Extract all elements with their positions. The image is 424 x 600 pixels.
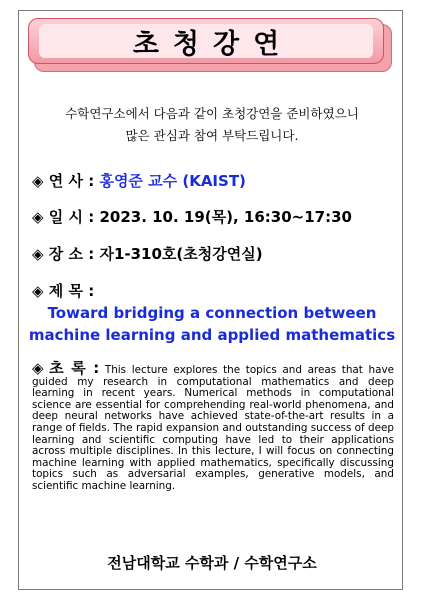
diamond-marker-icon: ◈: [32, 172, 44, 190]
lecture-title-line-2: machine learning and applied mathematics: [28, 326, 396, 344]
banner-box: [28, 18, 384, 64]
speaker-value: 홍영준 교수 (KAIST): [99, 172, 246, 190]
subject-row: [32, 280, 94, 301]
lecture-title: [20, 302, 404, 346]
speaker-label: 연 사 :: [48, 172, 95, 190]
intro-line-2: 많은 관심과 참여 부탁드립니다.: [125, 128, 299, 143]
intro-line-1: 수학연구소에서 다음과 같이 초청강연을 준비하였으니: [65, 106, 359, 121]
place-value: 자1-310호(초청강연실): [99, 245, 263, 263]
diamond-marker-icon: ◈: [32, 359, 44, 377]
lecture-title-line-1: Toward bridging a connection between: [47, 304, 377, 322]
diamond-marker-icon: ◈: [32, 282, 44, 300]
abstract-text: This lecture explores the topics and areas that have guided my research in computational mathematics and deep learning in recent years. Numerical methods in computational science are essential for comprehending real-world phenomena, and deep neural networks have achieved state-of-the-art results in a range of fields. The rapid expansion and outstanding success of deep learning and scientific computing have led to their applications across multiple disciplines. In this lecture, I will focus on connecting machine learning with applied mathematics, specifically discussing topics such as adversarial examples, generative models, and scientific machine learning.: [32, 364, 394, 492]
intro-text: [20, 103, 404, 147]
diamond-marker-icon: ◈: [32, 208, 44, 226]
datetime-label: 일 시 :: [48, 208, 95, 226]
abstract-label: 초 록 :: [49, 359, 100, 377]
banner-inner: [39, 24, 373, 58]
footer-organizer: 전남대학교 수학과 / 수학연구소: [107, 554, 317, 572]
title-banner: [28, 18, 396, 74]
page-title: 초청강연: [132, 28, 294, 60]
abstract-block: [32, 359, 394, 493]
place-row: [32, 243, 263, 264]
datetime-value: 2023. 10. 19(목), 16:30~17:30: [99, 208, 352, 226]
diamond-marker-icon: ◈: [32, 245, 44, 263]
subject-label: 제 목 :: [48, 282, 95, 300]
datetime-row: [32, 206, 352, 227]
place-label: 장 소 :: [48, 245, 95, 263]
speaker-row: [32, 170, 246, 191]
